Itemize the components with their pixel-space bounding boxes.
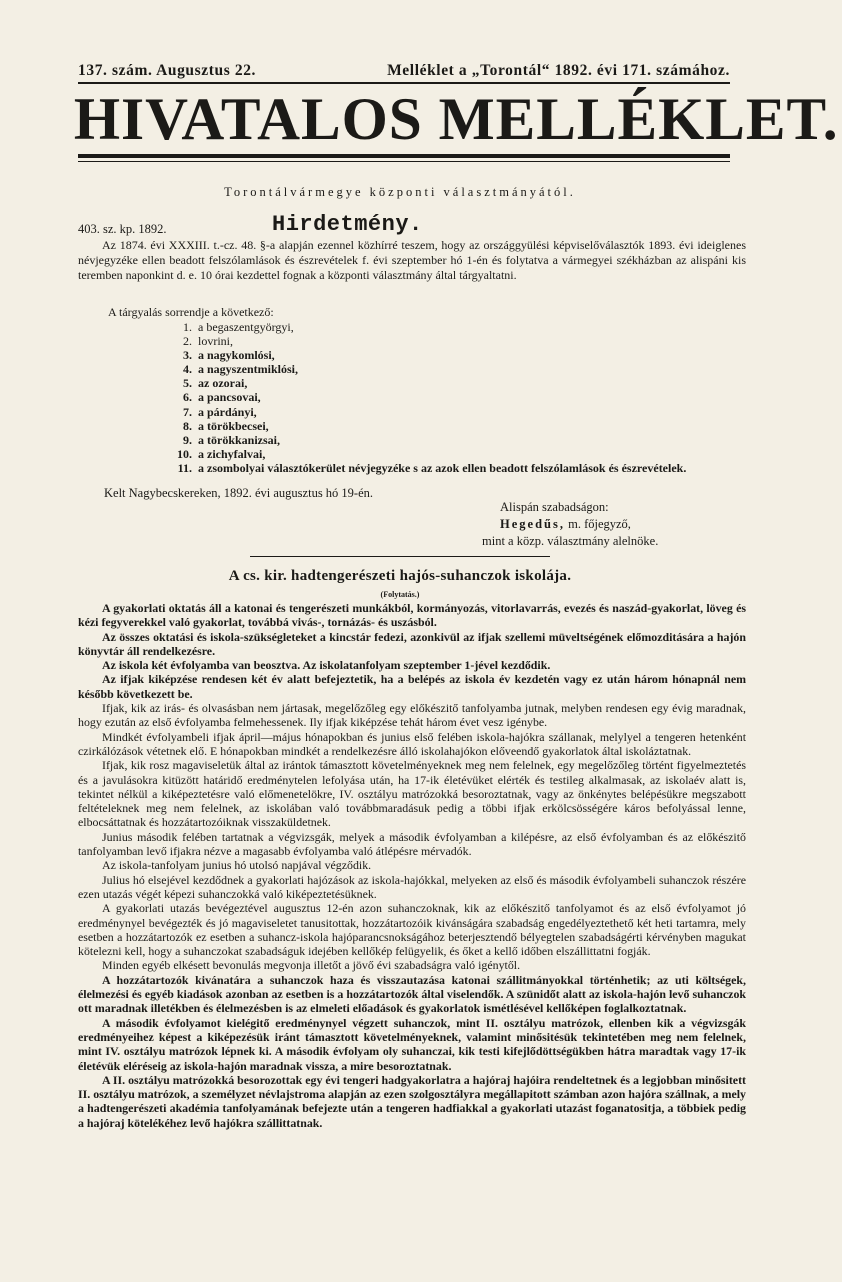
- issuer-line: Torontálvármegye központi választmányától.: [224, 185, 576, 199]
- signature-title: m. főjegyző,: [568, 517, 631, 531]
- section-divider: [250, 556, 550, 557]
- agenda-list: [172, 320, 686, 475]
- agenda-item: [172, 320, 686, 334]
- article-paragraph: Az ifjak kiképzése rendesen két év alatt befejeztetik, ha a belépés az iskola év kezdetén vagy ez után három hónapnál nem később következett be.: [78, 672, 746, 701]
- article-paragraph: A gyakorlati utazás bevégeztével augusztus 12-én azon suhanczoknak, kik az előkészitő tanfolyamot és az első évfolyamot jó eredménynyel bevégezték és jó magaviseletet tanusitottak, hozzátartozóik kivánságára szabadság engedélyeztethető két heti tartamra, mely esetben a hozzátartozók ez esetben a suhancz-iskola hajóparancsnokságához beterjesztendő bélyegtelen szabadságérti kérvényben magukat kötelezni kell, hogy a suhanczokat szabadságuk idejében kellőkép felügyelik, és őket a kellő időben elszállittatni fogják.: [78, 901, 746, 959]
- agenda-item-number: 2.: [183, 334, 192, 349]
- agenda-item-text: lovrini,: [198, 334, 233, 349]
- agenda-item-text: a nagykomlósi,: [198, 348, 275, 363]
- article-paragraph: Julius hó elsejével kezdődnek a gyakorlati hajózások az iskola-hajókkal, melyeken az első és második évfolyambeli suhanczok részére ezen utazás végét képezi suhanczokká való kiképeztetésüknek.: [78, 872, 746, 901]
- agenda-item-text: a nagyszentmiklósi,: [198, 362, 299, 377]
- article-body: [78, 601, 746, 1130]
- agenda-item: [172, 376, 686, 390]
- agenda-item-text: a pancsovai,: [198, 390, 261, 405]
- article-paragraph: Minden egyéb elkésett bevonulás megvonja illetőt a jövő évi szabadságra való igénytől.: [102, 958, 521, 973]
- article-continuation: (Folytatás.): [380, 590, 420, 599]
- agenda-item-text: az ozorai,: [198, 376, 248, 391]
- agenda-item-text: a törökkanizsai,: [198, 432, 281, 447]
- article-paragraph: Az iskola két évfolyamba van beosztva. Az iskolatanfolyam szeptember 1-jével kezdődik.: [102, 658, 551, 673]
- agenda-item: [172, 433, 686, 447]
- notice-date: Kelt Nagybecskereken, 1892. évi augusztus hó 19-én.: [104, 486, 374, 500]
- article-paragraph: Junius második felében tartatnak a végvizsgák, melyek a második évfolyamban a kilépésre, az első évfolyamban és az előkészitő tanfolyamban levő ifjakra nézve a magasabb évfolyamba való átlépésre mérvadók.: [78, 829, 746, 859]
- notice-intro: [78, 238, 746, 284]
- agenda-item-text: a törökbecsei,: [198, 418, 269, 433]
- agenda-item: [172, 334, 686, 348]
- agenda-item: [172, 348, 686, 362]
- agenda-item-text: a begaszentgyörgyi,: [198, 320, 294, 334]
- article-paragraph: A gyakorlati oktatás áll a katonai és tengerészeti munkákból, kormányozás, vitorlavarrás, evezés és naszád-gyakorlat, löveg és kézi fegyverekkel való gyakorlat, továbbá vivás-, tornázás- és uszásból.: [78, 601, 746, 630]
- agenda-item-number: 11.: [177, 460, 192, 475]
- supplement-note: Melléklet a „Torontál“ 1892. évi 171. számához.: [387, 62, 730, 79]
- article-paragraph: Az összes oktatási és iskola-szükségleteket a kincstár fedezi, azonkivül az ifjak szellemi müveltségének előmozditására a hajón könyvtár áll rendelkezésre.: [78, 629, 746, 658]
- masthead-rule-thick: [78, 154, 730, 158]
- article-paragraph: A második évfolyamot kielégitő eredménynyel végzett suhanczok, mint II. osztályu matrózok, ellenben kik a végvizsgák eredményeihez képest a kiképezésük iránt támasztott követelményeknek, valamint minősitésük tekintetében meg nem felelnek, mint IV. osztályu matrózok lépnek ki. A második évfolyam oly suhanczai, kik testi kifejlődöttségükben hátra maradtak vagy 17-ik életévük eléréseig az iskola-hajón maradnak vissza, a mire besoroztatnak.: [78, 1015, 746, 1073]
- agenda-item-text: a zsombolyai választókerület névjegyzéke s az azok ellen beadott felszólamlások és észrevételek.: [198, 460, 687, 475]
- agenda-item-number: 10.: [177, 446, 192, 461]
- article-title: A cs. kir. hadtengerészeti hajós-suhanczok iskolája.: [228, 568, 572, 584]
- masthead-rule-thin: [78, 161, 730, 162]
- agenda-item: [172, 362, 686, 376]
- agenda-item-number: 4.: [183, 362, 192, 377]
- issue-header: [78, 62, 730, 80]
- article-paragraph: Ifjak, kik az irás- és olvasásban nem jártasak, megelőzőleg egy előkészitő tanfolyamba jutnak, melyben rendesen egy évig maradnak, hogy ezután az első évfolyamba felmehessenek. Ily ifjak kiképzése tehát három évet vesz igénybe.: [78, 701, 746, 730]
- agenda-title: A tárgyalás sorrendje a következő:: [108, 305, 274, 319]
- issue-number: 137. szám. Augusztus 22.: [78, 62, 257, 79]
- article-paragraph: Ifjak, kik rosz magaviseletük által az irántok támasztott követelményeknek meg nem felelnek, egy megelőzőleg történt figyelmeztetés és a javulásokra kitüzött határidő eredménytelen lefolyása után, ha 17-ik életévüket elérték és testileg alkalmasak, az iskolaév alatt is, tekintet nélkül a kiképeztetésre való előmenetelökre, IV. osztályu matrózokká besoroztatnak, vagy az önkénytes belépésükre megszabott feltételeknek meg nem felelnek, az iskolában való továbbmaradásuk pedig a többi ifjak erkölcsösségére káros befolyással lenne, elbocsáttatnak és hozzátartozóiknak visszaküldetnek.: [78, 758, 746, 830]
- agenda-item: [172, 405, 686, 419]
- agenda-item-number: 6.: [183, 390, 192, 405]
- agenda-item-number: 3.: [183, 348, 192, 363]
- agenda-item-text: a párdányi,: [198, 404, 257, 419]
- agenda-item-number: 7.: [183, 404, 192, 419]
- signature-name: Hegedűs,: [500, 517, 565, 531]
- agenda-item-text: a zichyfalvai,: [198, 446, 266, 461]
- signature-position: mint a közp. választmány alelnöke.: [482, 534, 659, 548]
- notice-reference: 403. sz. kp. 1892.: [78, 222, 167, 236]
- agenda-item: [172, 461, 686, 475]
- agenda-item: [172, 390, 686, 404]
- article-paragraph: A II. osztályu matrózokká besorozottak egy évi tengeri hadgyakorlatra a hajóraj hajóira rendeltetnek és a legjobban minősitett II. osztályu matrózok, a személyzet névlajstroma alapján az ezen szolgosztályra megállapitott számban azon hajóra szállnak, a mely a hadtengerészeti akadémia tanfolyamának befejezte után a tengeren hadfiakkal a gyakorlati utazást foganatositja, a többiek pedig a hajóraj kötelékéhez levő hajókra szállittatnak.: [78, 1072, 746, 1130]
- notice-title: Hirdetmény.: [272, 212, 423, 237]
- article-paragraph: Az iskola-tanfolyam junius hó utolsó napjával végződik.: [102, 858, 372, 873]
- agenda-item-number: 5.: [183, 376, 192, 391]
- agenda-item: [172, 419, 686, 433]
- agenda-item-number: 8.: [183, 418, 192, 433]
- masthead: [70, 84, 839, 154]
- agenda-item-number: 9.: [183, 432, 192, 447]
- article-paragraph: A hozzátartozók kivánatára a suhanczok haza és visszautazása katonai szállitmányokkal történhetik; az uti költségek, élelmezési és egyéb kiadások azonban az esetben is a hozzátartozók által viselendők. A szünidőt alatt az iskola-hajón levő suhanczok ott maradnak illetékben és élelmezésben is az elmeleti előadások és gyakorlatok ismétlésével kellőképen foglalkoztatnak.: [78, 972, 746, 1016]
- signature-name-line: [500, 517, 631, 532]
- masthead-title: HIVATALOS MELLÉKLET.: [73, 86, 839, 152]
- signature-role: Alispán szabadságon:: [500, 500, 609, 514]
- agenda-item-number: 1.: [183, 320, 192, 334]
- notice-intro-text: Az 1874. évi XXXIII. t.-cz. 48. §-a alapján ezennel közhírré teszem, hogy az országgyülési képviselőválasztók 1893. évi ideiglenes névjegyzéke ellen beadott felszólamlások és észrevételek f. évi szeptember hó 1-én és folytatva a vármegyei székházban az alispáni kis teremben naponkint d. e. 10 órai kezdettel fognak a központi választmány által tárgyaltatni.: [78, 238, 746, 283]
- article-paragraph: Mindkét évfolyambeli ifjak ápril—május hónapokban és junius első felében iskola-hajókra szállanak, melylyel a tengeren hetenként czirkálózások vétetnek elő. E hónapokban mindkét a rendelkezésre álló iskolahajókon előveendő gyakorlatok által iskoláztatnak.: [78, 729, 746, 758]
- agenda-item: [172, 447, 686, 461]
